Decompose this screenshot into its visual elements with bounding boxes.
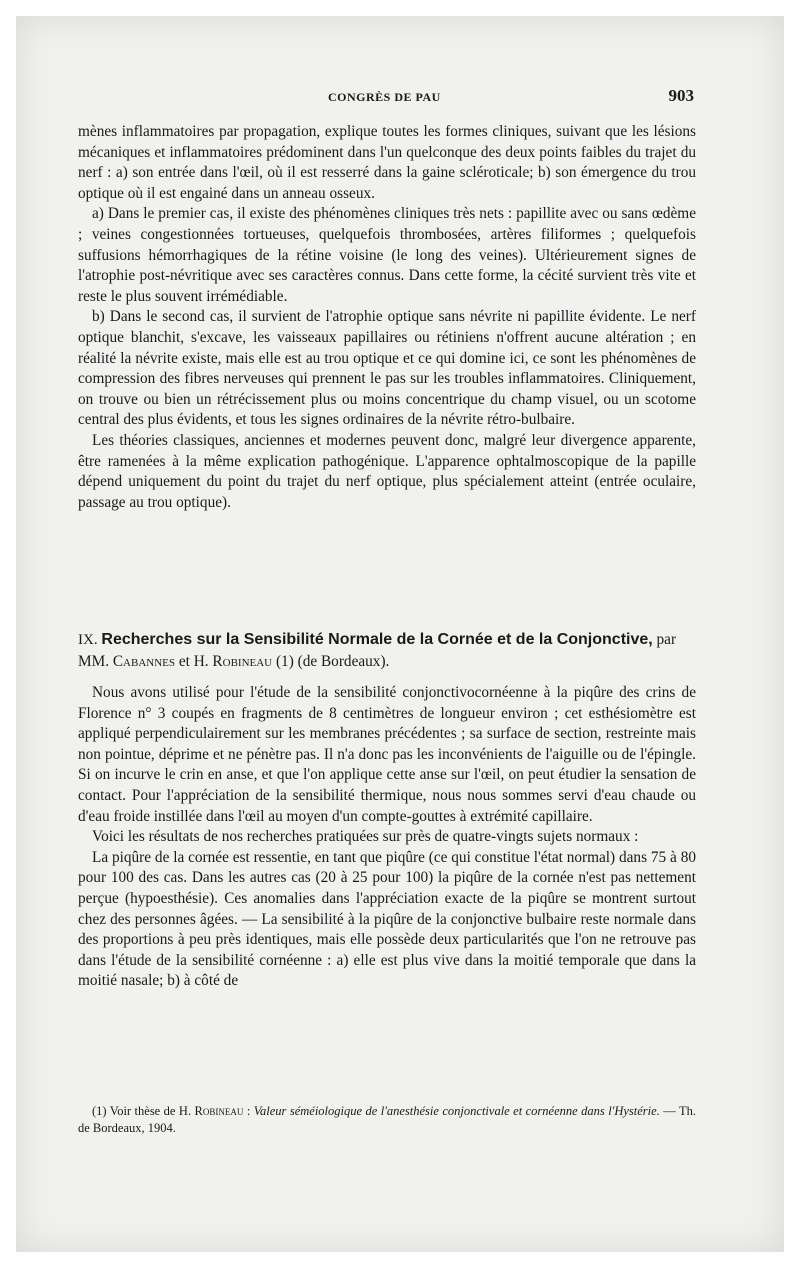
page-header	[78, 86, 698, 114]
paragraph: b) Dans le second cas, il survient de l'atrophie optique sans névrite ni papillite évidente. Le nerf optique blanchit, s'excave, les vaisseaux papillaires ou rétiniens n'offrent aucune altération ; en réalité la névrite existe, mais elle est au trou optique et ce qui domine ici, ce sont les phénomènes de compression des fibres nerveuses qui prennent le pas sur les troubles inflammatoires. Cliniquement, on trouve ou bien un rétrécissement plus ou moins concentrique du champ visuel, ou un scotome central des plus évidents, et tous les signes ordinaires de la névrite rétro-bulbaire.	[78, 308, 696, 429]
body-text-part1	[78, 122, 696, 513]
footnote-colon: :	[243, 1104, 251, 1118]
footnote-title: Valeur séméiologique de l'anesthésie conjonctivale et cornéenne dans l'Hystérie.	[253, 1104, 660, 1118]
body-text-part2	[78, 683, 696, 992]
running-title: CONGRÈS DE PAU	[328, 90, 441, 104]
section-title: Recherches sur la Sensibilité Normale de la Cornée et de la Conjonctive,	[101, 631, 653, 648]
authors-prefix: par MM.	[78, 631, 677, 670]
author-name: Cabannes	[112, 653, 176, 670]
section-heading	[78, 629, 696, 672]
paragraph: a) Dans le premier cas, il existe des phénomènes cliniques très nets : papillite avec ou sans œdème ; veines congestionnées tortueuses, quelquefois thrombosées, artères filiformes ; quelquefois suffusions hémorrhagiques de la rétine voisine (le long des veines). Ultérieurement signes de l'atrophie post-névritique avec ses caractères connus. Dans cette forme, la cécité survient très vite et reste le plus souvent irrémédiable.	[78, 205, 696, 305]
paragraph: Voici les résultats de nos recherches pratiquées sur près de quatre-vingts sujets normaux :	[92, 828, 639, 846]
page-number: 903	[668, 86, 694, 105]
authors-conjunction: et H.	[178, 653, 209, 670]
paragraph: La piqûre de la cornée est ressentie, en tant que piqûre (ce qui constitue l'état normal) dans 75 à 80 pour 100 des cas. Dans les autres cas (20 à 25 pour 100) la piqûre de la cornée n'est pas nettement perçue (hypoesthésie). Ces anomalies dans l'appréciation exacte de la piqûre se montrent surtout chez des personnes âgées. — La sensibilité à la piqûre de la conjonctive bulbaire reste normale dans des proportions à peu près identiques, mais elle possède deux particularités que l'on ne retrouve pas dans l'étude de la sensibilité cornéenne : a) elle est plus vive dans la moitié temporale que dans la moitié nasale; b) à côté de	[78, 848, 696, 990]
paragraph: Nous avons utilisé pour l'étude de la sensibilité conjonctivocornéenne à la piqûre des crins de Florence n° 3 coupés en fragments de 8 centimètres de longueur environ ; cet esthésiomètre est appliqué perpendiculairement sur les membranes précédentes ; sa surface de section, restreinte mais non pointue, déprime et ne pénètre pas. Il n'a donc pas les inconvénients de l'aiguille ou de l'épingle. Si on incurve le crin en anse, et que l'on applique cette anse sur l'œil, on peut étudier la sensation de contact. Pour l'appréciation de la sensibilité thermique, nous nous sommes servi d'eau chaude ou d'eau froide instillée dans l'œil au moyen d'un compte-gouttes à extrémité capillaire.	[78, 684, 696, 825]
footnote-citation: — Th. de Bordeaux, 1904.	[78, 1104, 697, 1135]
author-affiliation: (de Bordeaux).	[297, 653, 390, 670]
section-number: IX.	[78, 632, 98, 648]
footnote-marker: (1) Voir thèse de H.	[92, 1104, 192, 1118]
paragraph: mènes inflammatoires par propagation, explique toutes les formes cliniques, suivant que les lésions mécaniques et inflammatoires prédominent dans l'un quelconque des deux points faibles du trajet du nerf : a) son entrée dans l'œil, où il est resserré dans la gaine scléroticale; b) son émergence du trou optique où il est engainé dans un anneau osseux.	[78, 123, 696, 202]
footnote-author: Robineau	[194, 1104, 244, 1118]
footnote	[78, 1103, 696, 1137]
footnote-reference: (1)	[275, 653, 294, 670]
author-name: Robineau	[212, 653, 273, 670]
paragraph: Les théories classiques, anciennes et modernes peuvent donc, malgré leur divergence apparente, être ramenées à la même explication pathogénique. L'apparence ophtalmoscopique de la papille dépend uniquement du point du trajet du nerf optique, plus spécialement atteint (entrée oculaire, passage au trou optique).	[78, 431, 696, 511]
